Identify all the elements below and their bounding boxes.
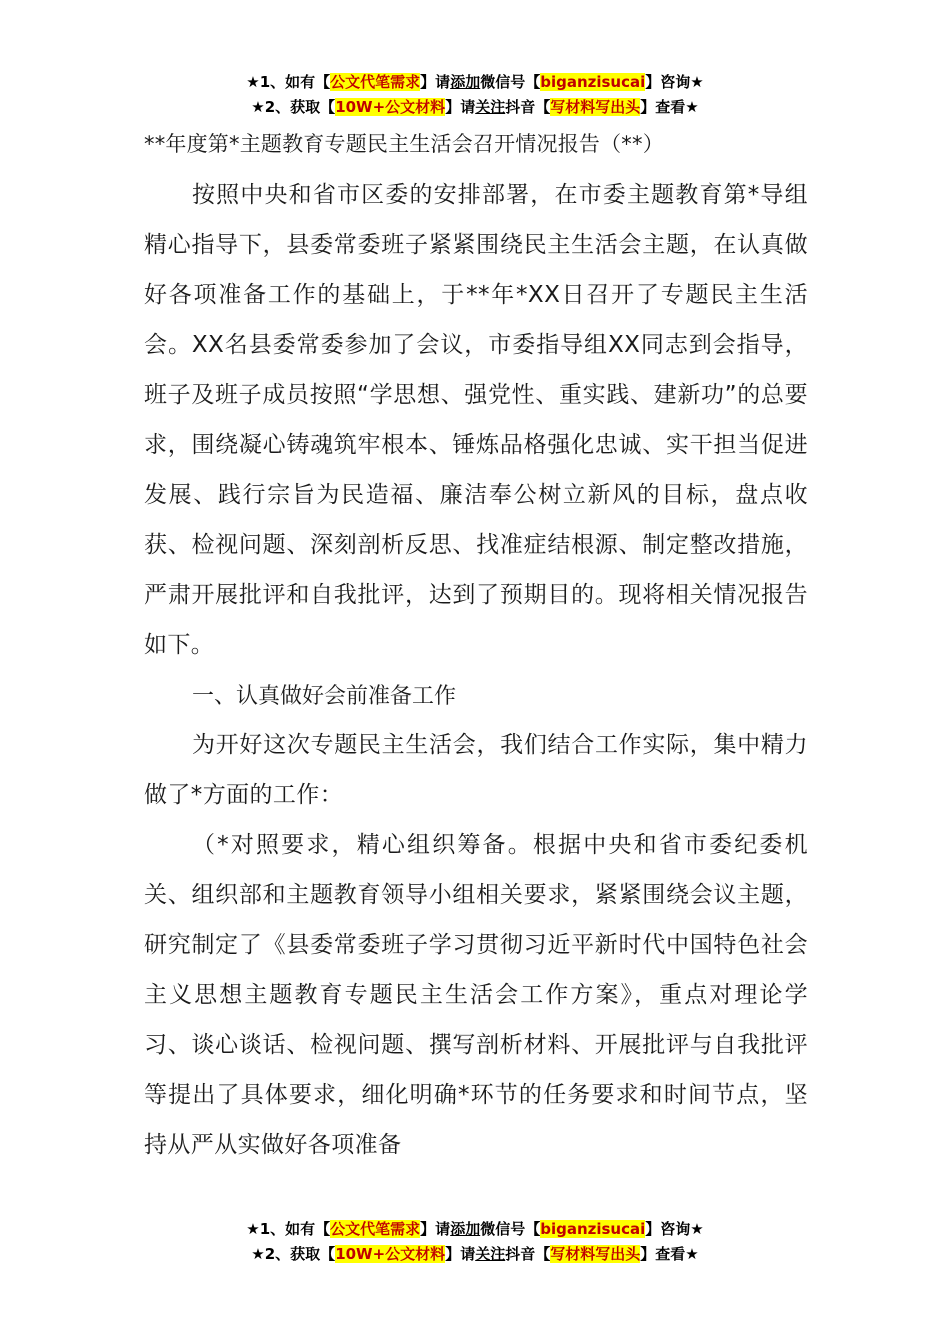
promo-banner-top [0,70,950,120]
promo-line-1: ★1、如有【公文代笔需求】请添加微信号【biganzisucai】咨询★ [246,73,704,91]
document-body [144,126,808,1170]
promo-line-2: ★2、获取【10W+公文材料】请关注抖音【写材料写出头】查看★ [251,98,699,116]
paragraph: 按照中央和省市区委的安排部署，在市委主题教育第*导组精心指导下，县委常委班子紧紧围绕民主生活会主题，在认真做好各项准备工作的基础上，于**年*XX日召开了专题民主生活会。XX名县委常委参加了会议，市委指导组XX同志到会指导，班子及班子成员按照“学思想、强党性、重实践、建新功”的总要求，围绕凝心铸魂筑牢根本、锤炼品格强化忠诚、实干担当促进发展、践行宗旨为民造福、廉洁奉公树立新风的目标，盘点收获、检视问题、深刻剖析反思、找准症结根源、制定整改措施，严肃开展批评和自我批评，达到了预期目的。现将相关情况报告如下。 [144,182,808,658]
promo-line-1: ★1、如有【公文代笔需求】请添加微信号【biganzisucai】咨询★ [246,1220,704,1238]
highlight-text: 10W+公文材料 [335,98,446,116]
paragraph: （*对照要求，精心组织筹备。根据中央和省市委纪委机关、组织部和主题教育领导小组相关要求，紧紧围绕会议主题，研究制定了《县委常委班子学习贯彻习近平新时代中国特色社会主义思想主题教育专题民主生活会工作方案》，重点对理论学习、谈心谈话、检视问题、撰写剖析材料、开展批评与自我批评等提出了具体要求，细化明确*环节的任务要求和时间节点，坚持从严从实做好各项准备 [144,832,808,1158]
highlight-text: 公文代笔需求 [330,1220,421,1238]
document-title: **年度第*主题教育专题民主生活会召开情况报告（**） [144,132,664,156]
highlight-text: 公文代笔需求 [330,73,421,91]
promo-banner-bottom [0,1217,950,1267]
wechat-id: biganzisucai [540,73,646,91]
douyin-account: 写材料写出头 [550,98,641,116]
section-heading: 一、认真做好会前准备工作 [192,684,457,709]
wechat-id: biganzisucai [540,1220,646,1238]
douyin-account: 写材料写出头 [550,1245,641,1263]
paragraph: 为开好这次专题民主生活会，我们结合工作实际，集中精力做了*方面的工作： [144,732,808,808]
highlight-text: 10W+公文材料 [335,1245,446,1263]
promo-line-2: ★2、获取【10W+公文材料】请关注抖音【写材料写出头】查看★ [251,1245,699,1263]
